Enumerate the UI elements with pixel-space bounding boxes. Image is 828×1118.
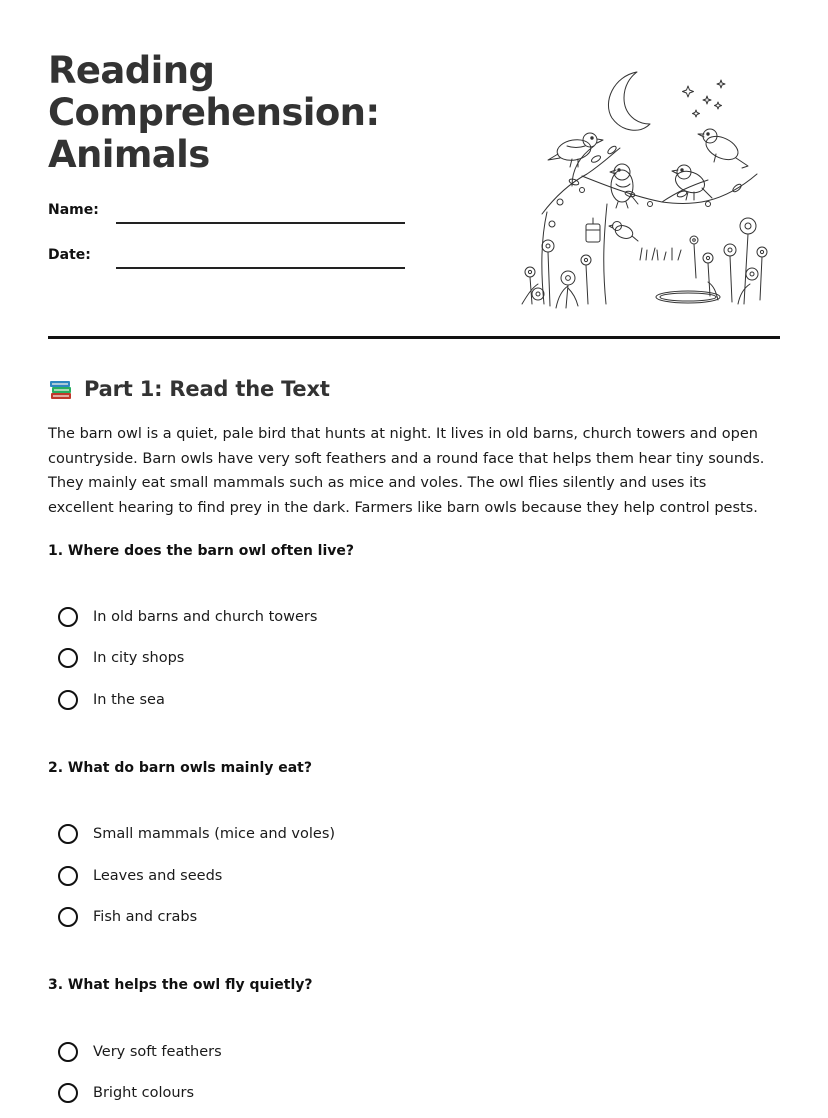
section-divider	[48, 336, 780, 339]
bird-icon	[672, 165, 712, 200]
name-label: Name:	[48, 202, 99, 218]
answer-option[interactable]	[58, 822, 335, 846]
date-field-line[interactable]	[116, 267, 405, 269]
option-label: In the sea	[93, 692, 165, 708]
star-icon	[683, 80, 726, 117]
option-label: Leaves and seeds	[93, 868, 223, 884]
moon-icon	[608, 72, 650, 130]
answer-option[interactable]	[58, 905, 197, 929]
bird-icon	[609, 222, 638, 242]
radio-button[interactable]	[58, 907, 78, 927]
question-3: 3. What helps the owl fly quietly?	[48, 977, 313, 993]
books-icon	[48, 376, 74, 402]
radio-button[interactable]	[58, 607, 78, 627]
option-label: Bright colours	[93, 1085, 195, 1101]
answer-option[interactable]	[58, 688, 165, 712]
title-line: Comprehension:	[48, 91, 380, 134]
bird-garden-illustration	[512, 64, 774, 312]
option-label: Fish and crabs	[93, 909, 198, 925]
answer-option[interactable]	[58, 646, 184, 670]
answer-option[interactable]	[58, 1081, 194, 1105]
title-line: Animals	[48, 133, 210, 176]
answer-option[interactable]	[58, 864, 222, 888]
section-title: Part 1: Read the Text	[84, 377, 330, 401]
title-line: Reading	[48, 49, 215, 92]
radio-button[interactable]	[58, 648, 78, 668]
date-label: Date:	[48, 247, 91, 263]
radio-button[interactable]	[58, 1042, 78, 1062]
bird-icon	[610, 164, 638, 208]
radio-button[interactable]	[58, 690, 78, 710]
reading-passage: The barn owl is a quiet, pale bird that hunts at night. It lives in old barns, church towers and open countryside. Barn owls have very soft feathers and a round face that helps them hear tiny sounds. They mainly eat small mammals such as mice and voles. The owl flies silently and uses its excellent hearing to find prey in the dark. Farmers like barn owls because they help control pests.	[48, 426, 765, 516]
option-label: Very soft feathers	[93, 1044, 222, 1060]
name-field-line[interactable]	[116, 222, 405, 224]
question-2: 2. What do barn owls mainly eat?	[48, 760, 312, 776]
radio-button[interactable]	[58, 824, 78, 844]
radio-button[interactable]	[58, 1083, 78, 1103]
section-header	[48, 373, 330, 405]
option-label: In old barns and church towers	[93, 609, 318, 625]
question-1: 1. Where does the barn owl often live?	[48, 543, 354, 559]
radio-button[interactable]	[58, 866, 78, 886]
option-label: Small mammals (mice and voles)	[93, 826, 336, 842]
option-label: In city shops	[93, 650, 185, 666]
worksheet-title	[48, 50, 468, 176]
answer-option[interactable]	[58, 1040, 222, 1064]
answer-option[interactable]	[58, 605, 317, 629]
bird-icon	[698, 129, 748, 168]
